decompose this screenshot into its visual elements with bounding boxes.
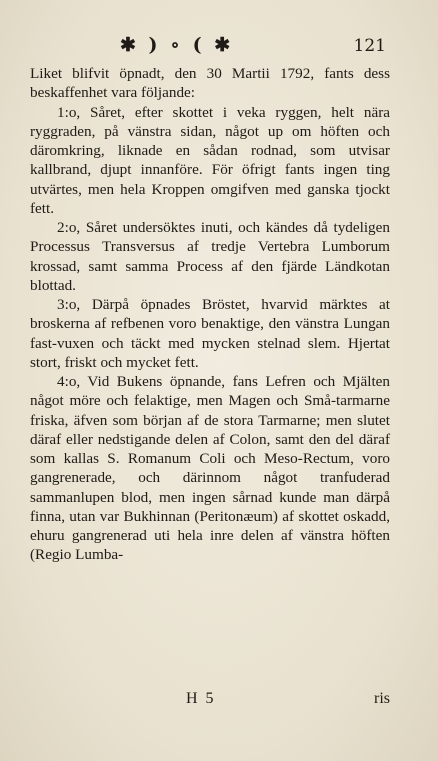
header-ornament: ✱ ) ∘ ( ✱ bbox=[120, 34, 234, 56]
catchword: ris bbox=[374, 690, 390, 707]
paragraph-2: 2:o, Såret undersöktes inuti, och kändes då tydeligen Processus Transversus af tredje Vertebra Lumborum krossad, samt samma Process af den fjärde Ländkotan blottad. bbox=[30, 219, 390, 294]
paragraph-4: 4:o, Vid Bukens öpnande, fans Lefren och Mjälten något möre och felaktige, men Magen och Små-tarmarne friska, äfven som början af de stora Tarmarne; men slutet däraf eller nedstigande delen af Colon, samt den del däraf som kallas S. Romanum Coli och Meso-Rectum, voro gangrenerade, och därinnom något tranfuderad sammanlupen blod, men ingen sårnad kunde man därpå finna, utan var Bukhinnan (Peritonæum) af skottet oskadd, ehuru gangrenerad uti hela inre delen af vänstra höften (Regio Lumba- bbox=[30, 373, 390, 564]
body-text bbox=[30, 64, 390, 565]
page-number: 121 bbox=[353, 36, 386, 56]
paragraph-3: 3:o, Därpå öpnades Bröstet, hvarvid märktes at broskerna af refbenen voro benaktige, den vänstra Lungan fast-vuxen och täckt med mycken stelnad slem. Hjertat stort, friskt och mycket fett. bbox=[30, 296, 390, 371]
page-footer bbox=[0, 690, 438, 714]
paragraph-intro: Liket blifvit öpnadt, den 30 Martii 1792, fants dess beskaffenhet vara följande: bbox=[30, 65, 390, 102]
paragraph-1: 1:o, Såret, efter skottet i veka ryggen, helt nära ryggraden, på vänstra sidan, något up om höften och däromkring, liknade en sådan rodnad, som utvisar kallbrand, djupt innanföre. För öfrigt fants ingen ting utvärtes, men hela Kroppen omgifven med ganska tjockt fett. bbox=[30, 103, 390, 217]
page-header bbox=[0, 34, 438, 60]
signature-mark: H 5 bbox=[186, 690, 216, 707]
